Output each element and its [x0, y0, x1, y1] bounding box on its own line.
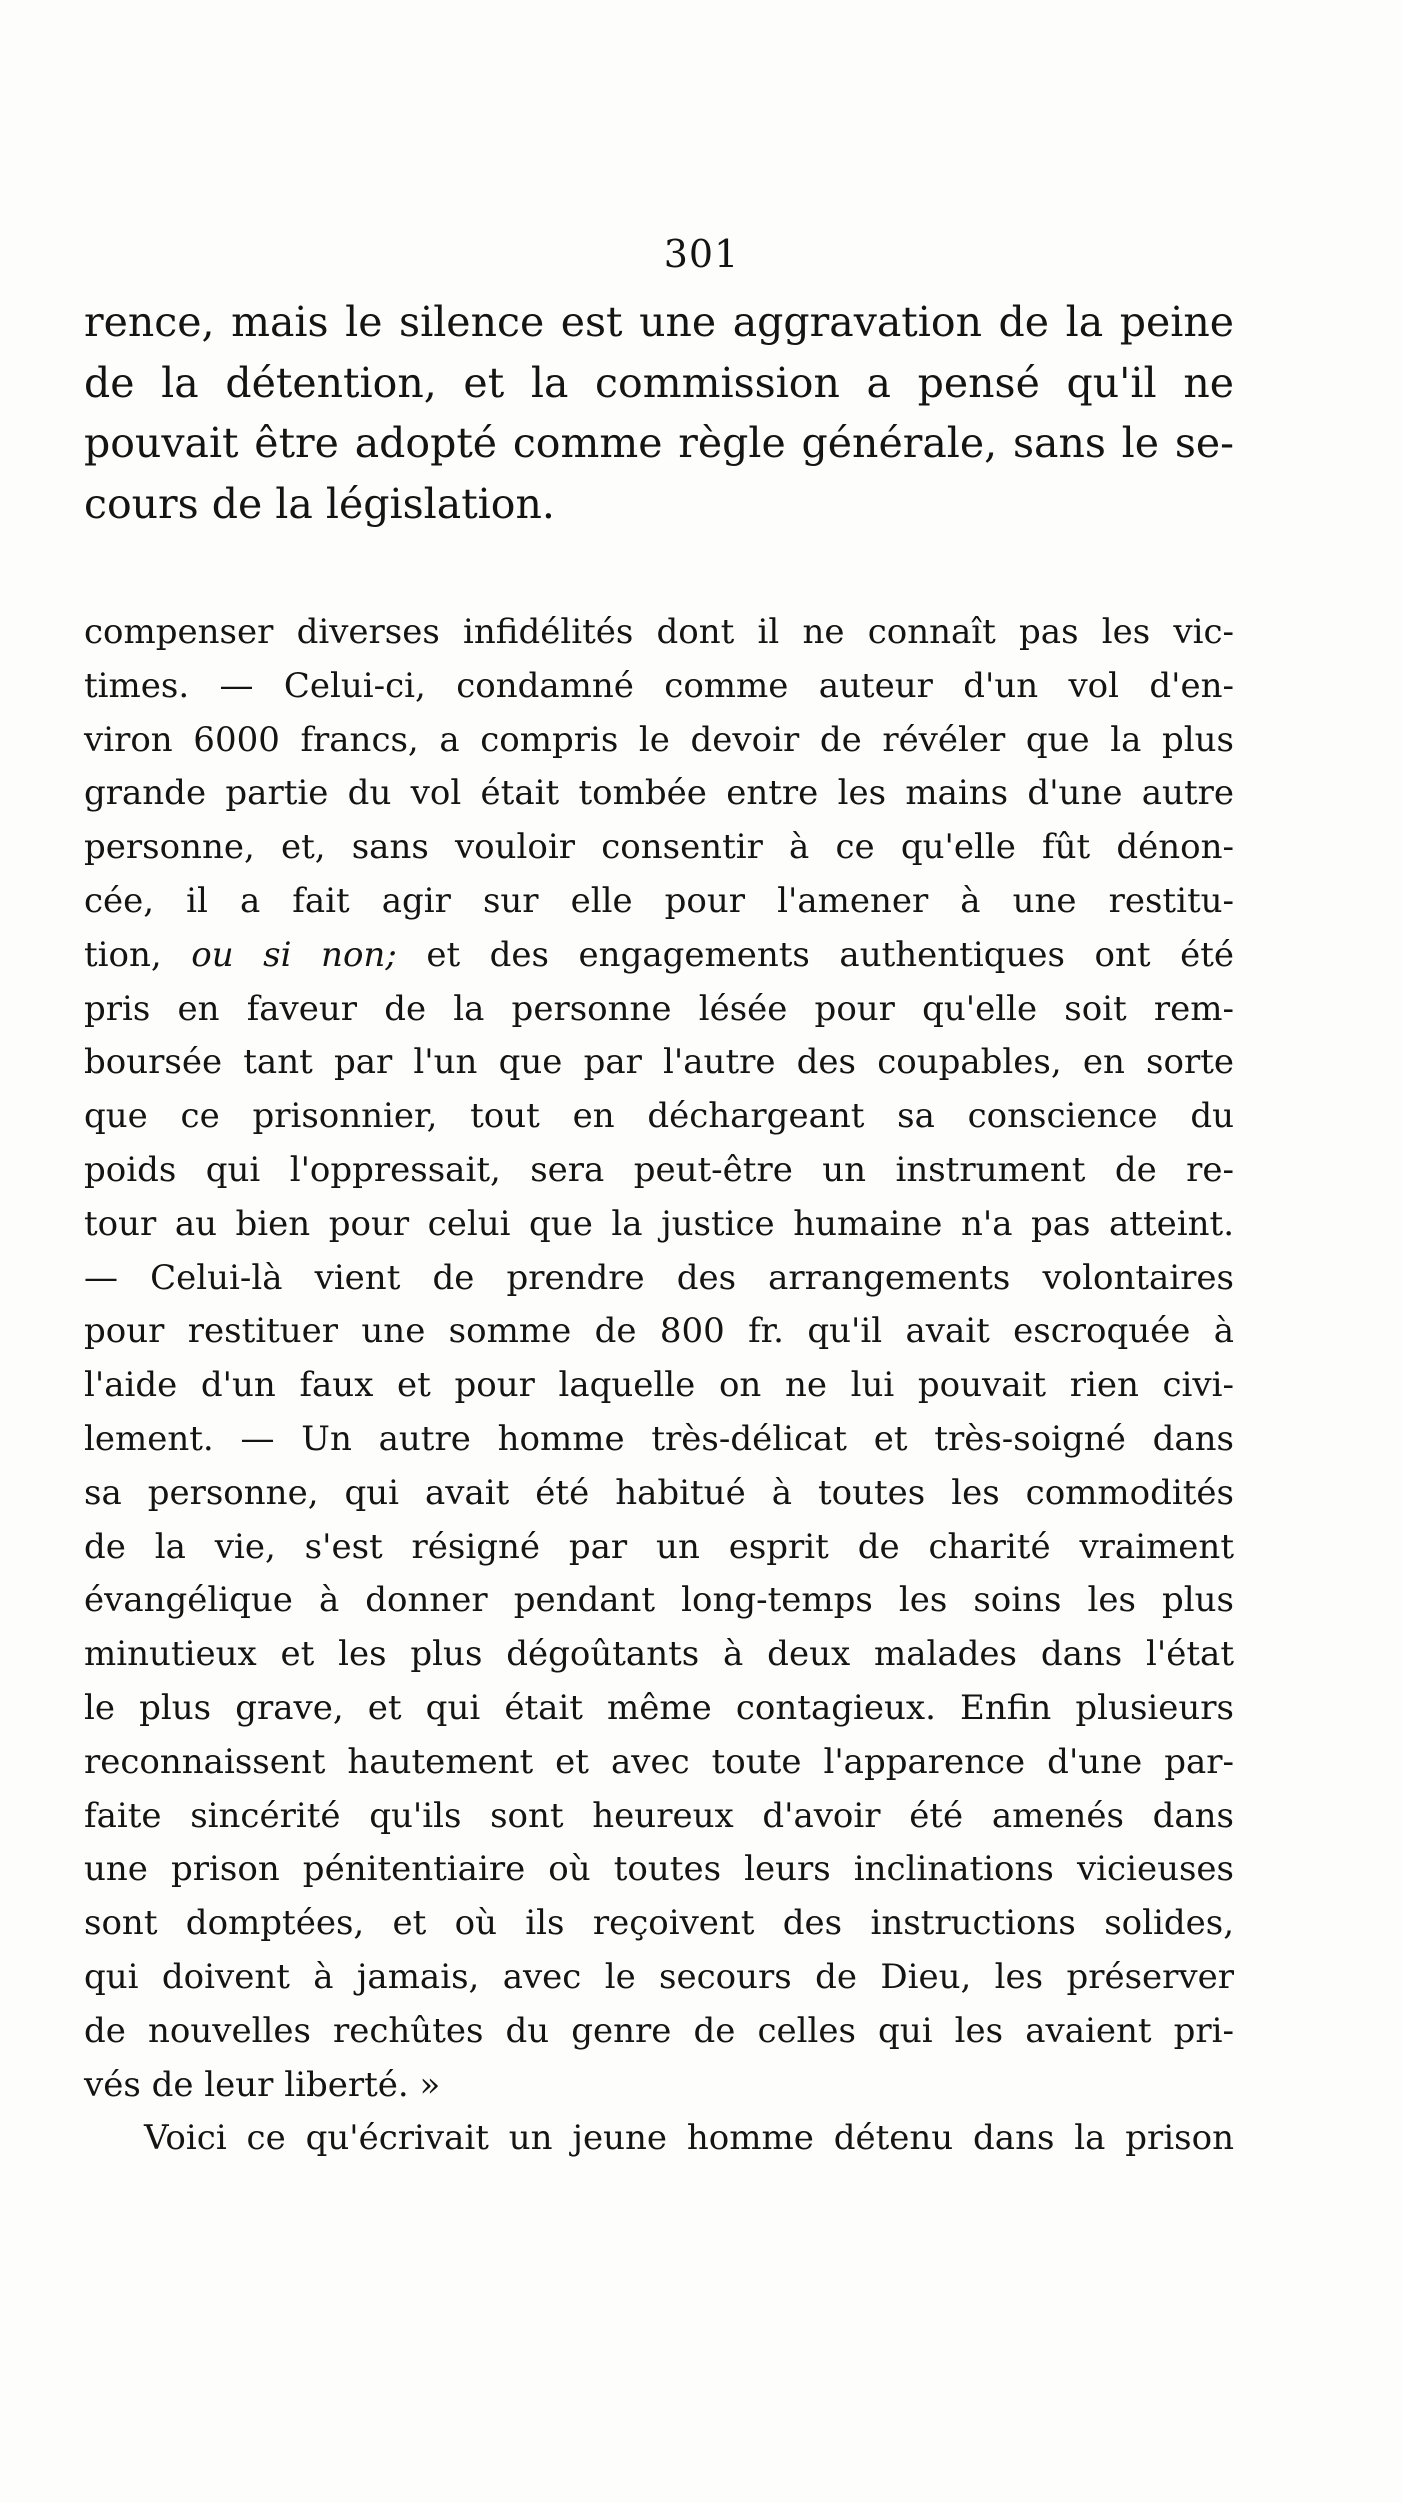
text-line: minutieux et les plus dégoûtants à deux malades dans l'état: [84, 1634, 1234, 1675]
text-line: cée, il a fait agir sur elle pour l'amener à une restitu-: [84, 880, 1234, 921]
text-line: une prison pénitentiaire où toutes leurs inclinations vicieuses: [84, 1849, 1234, 1890]
text-line: rence, mais le silence est une aggravation de la peine: [84, 298, 1234, 346]
text-line: Voici ce qu'écrivait un jeune homme détenu dans la prison: [144, 2118, 1234, 2159]
page-number: 301: [663, 232, 740, 276]
text-line: — Celui-là vient de prendre des arrangements volontaires: [84, 1257, 1234, 1298]
text-line: grande partie du vol était tombée entre les mains d'une autre: [84, 773, 1234, 814]
text-line: cours de la législation.: [84, 479, 555, 528]
text-line: faite sincérité qu'ils sont heureux d'avoir été amenés dans: [84, 1795, 1234, 1836]
text-line: boursée tant par l'un que par l'autre des coupables, en sorte: [84, 1042, 1234, 1083]
text-line: que ce prisonnier, tout en déchargeant sa conscience du: [84, 1096, 1234, 1137]
text-line: de la vie, s'est résigné par un esprit de charité vraiment: [84, 1526, 1234, 1567]
text-line: lement. — Un autre homme très-délicat et très-soigné dans: [84, 1418, 1234, 1459]
text-line: sont domptées, et où ils reçoivent des instructions solides,: [84, 1903, 1234, 1944]
upper-paragraph: [84, 292, 1234, 534]
text-segment: et des engagements authentiques ont été: [396, 934, 1234, 975]
text-line: pouvait être adopté comme règle générale, sans le se-: [84, 419, 1234, 467]
text-line: poids qui l'oppressait, sera peut-être un instrument de re-: [84, 1149, 1234, 1190]
text-line: pour restituer une somme de 800 fr. qu'il avait escroquée à: [84, 1311, 1234, 1352]
text-line-with-italic: [84, 929, 1234, 983]
text-line: qui doivent à jamais, avec le secours de Dieu, les préserver: [84, 1956, 1234, 1997]
text-line: personne, et, sans vouloir consentir à ce qu'elle fût dénon-: [84, 827, 1234, 868]
text-line: le plus grave, et qui était même contagieux. Enfin plusieurs: [84, 1687, 1234, 1728]
text-line: l'aide d'un faux et pour laquelle on ne lui pouvait rien civi-: [84, 1365, 1234, 1406]
text-line: de la détention, et la commission a pensé qu'il ne: [84, 358, 1234, 407]
text-line: times. — Celui-ci, condamné comme auteur d'un vol d'en-: [84, 665, 1234, 706]
text-line: vés de leur liberté. »: [84, 2064, 441, 2105]
text-line: de nouvelles rechûtes du genre de celles qui les avaient pri-: [84, 2010, 1234, 2051]
text-line: évangélique à donner pendant long-temps les soins les plus: [84, 1580, 1234, 1621]
text-line: sa personne, qui avait été habitué à toutes les commodités: [84, 1472, 1234, 1513]
text-segment: tion,: [84, 934, 192, 975]
text-line: pris en faveur de la personne lésée pour qu'elle soit rem-: [84, 988, 1234, 1029]
text-line: reconnaissent hautement et avec toute l'apparence d'une par-: [84, 1741, 1234, 1782]
italic-phrase: ou si non;: [191, 934, 397, 975]
text-line: tour au bien pour celui que la justice humaine n'a pas atteint.: [84, 1203, 1234, 1244]
text-line: viron 6000 francs, a compris le devoir de révéler que la plus: [84, 719, 1234, 760]
lower-paragraph: [84, 606, 1234, 2166]
text-line: compenser diverses infidélités dont il ne connaît pas les vic-: [84, 612, 1234, 652]
